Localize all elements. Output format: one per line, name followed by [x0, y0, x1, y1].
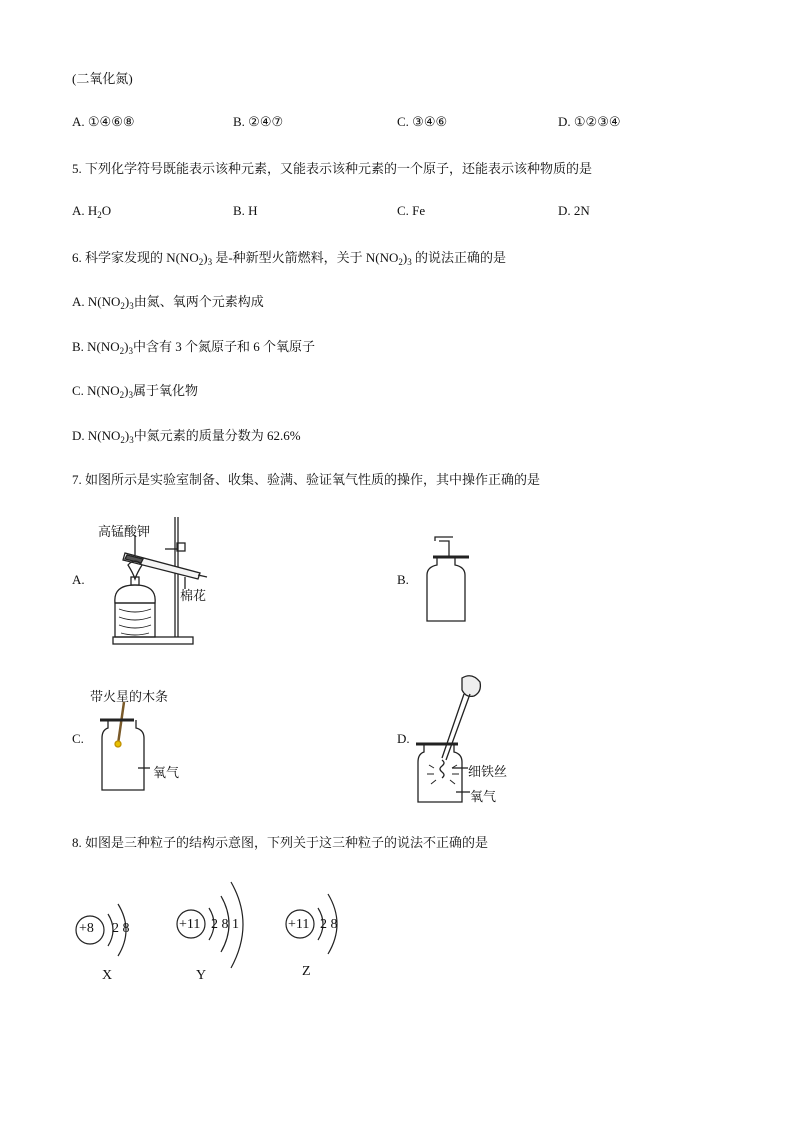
q4-option-a[interactable]: A. ①④⑥⑧ — [72, 114, 135, 129]
q6-option-c[interactable]: C. $N(NO_2)_3$属于氧化物 — [72, 383, 199, 400]
q6-option-d[interactable]: D. $N(NO_2)_3$中氮元素的质量分数为 62.6% — [72, 428, 301, 445]
label-oxygen-c: 氧气 — [153, 766, 180, 781]
label-cotton: 棉花 — [180, 589, 207, 604]
label-kmno4: 高锰酸钾 — [98, 525, 151, 540]
q4-option-b[interactable]: B. ②④⑦ — [233, 114, 284, 129]
q7-stem: 7. 如图所示是实验室制备、收集、验满、验证氧气性质的操作，其中操作正确的是 — [72, 472, 541, 487]
atom-z-name: Z — [302, 964, 311, 979]
figure-c-bottle — [98, 700, 158, 795]
figure-b-bottle — [415, 535, 475, 625]
q5-a-text-end: O — [101, 203, 112, 218]
label-oxygen-d: 氧气 — [470, 790, 497, 805]
q5-stem: 5. 下列化学符号既能表示该种元素，又能表示该种元素的一个原子，还能表示该种物质的是 — [72, 161, 593, 176]
q5-a-text: A. H — [72, 203, 98, 218]
q5-a-subscript: 2 — [97, 210, 102, 220]
atom-x-shells: 2 8 — [112, 921, 130, 936]
atom-y-shells: 2 8 1 — [211, 917, 239, 932]
q6-stem: 6. 科学家发现的 $N(NO_2)_3$ 是-种新型火箭燃料，关于 $N(NO_2)_3$ 的说法正确的是 — [72, 250, 507, 267]
q4-option-d[interactable]: D. ①②③④ — [558, 114, 621, 129]
q5-option-d[interactable]: D. 2N — [558, 203, 590, 218]
previous-question-tail: (二氧化氮) — [72, 71, 133, 86]
q6-option-b[interactable]: B. $N(NO_2)_3$中含有 3 个氮原子和 6 个氧原子 — [72, 339, 316, 356]
label-iron-wire: 细铁丝 — [468, 765, 508, 780]
q7-option-d[interactable]: D. — [397, 731, 410, 746]
q5-option-a[interactable] — [72, 203, 111, 219]
q7-option-a[interactable]: A. — [72, 572, 85, 587]
atom-x-name: X — [102, 968, 113, 983]
q6-option-a[interactable]: A. $N(NO_2)_3$由氮、氧两个元素构成 — [72, 294, 264, 311]
q7-option-c[interactable]: C. — [72, 731, 84, 746]
label-splint: 带火星的木条 — [90, 690, 169, 705]
q5-option-b[interactable]: B. H — [233, 203, 258, 218]
q7-option-b[interactable]: B. — [397, 572, 409, 587]
atom-z-shells: 2 8 — [320, 917, 338, 932]
atom-y-name: Y — [196, 968, 207, 983]
q8-stem: 8. 如图是三种粒子的结构示意图，下列关于这三种粒子的说法不正确的是 — [72, 835, 489, 850]
atom-z-nucleus: +11 — [288, 917, 310, 932]
q5-option-c[interactable]: C. Fe — [397, 203, 426, 218]
atom-x-nucleus: +8 — [79, 921, 94, 936]
q4-option-c[interactable]: C. ③④⑥ — [397, 114, 448, 129]
figure-a-apparatus — [95, 515, 205, 650]
figure-d-apparatus — [412, 668, 492, 808]
atom-y-nucleus: +11 — [179, 917, 201, 932]
